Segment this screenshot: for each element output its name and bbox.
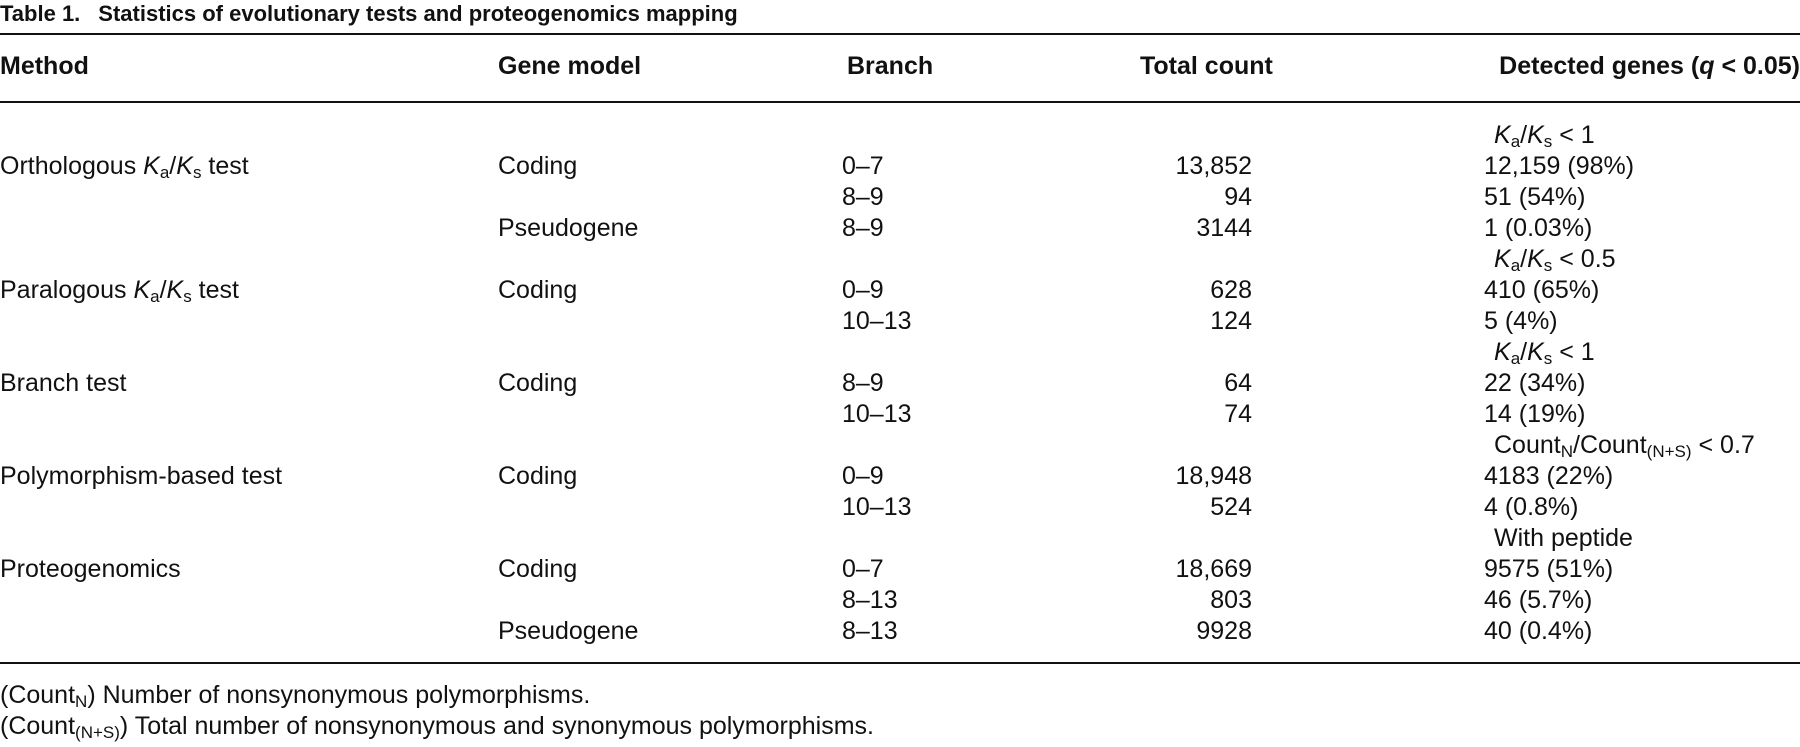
- sublabel-with-peptide: With peptide: [1494, 524, 1633, 552]
- branch: 10–13: [842, 400, 912, 428]
- gene-model: Coding: [498, 276, 578, 304]
- detected-genes: 22 (34%): [1484, 369, 1586, 397]
- bottom-rule: [0, 662, 1800, 664]
- sublabel-count-ratio: Count$_N$/Count$_{(N+S)}$ < 0.7: [1494, 431, 1755, 461]
- sublabel-ka-ks: $K_a/K_s < 0.5$: [1494, 245, 1616, 275]
- footnote-count-n: (Count$_N$) Number of nonsynonymous polymorphisms.: [0, 681, 591, 711]
- table-row: [0, 306, 1800, 337]
- detected-genes: 5 (4%): [1484, 307, 1558, 335]
- detected-genes: 14 (19%): [1484, 400, 1586, 428]
- branch: 8–13: [842, 617, 898, 645]
- detected-genes: 1 (0.03%): [1484, 214, 1593, 242]
- method-paralogous: Paralogous $K_a/K_s$ test: [0, 276, 239, 306]
- sublabel-ka-ks: $K_a/K_s < 1$: [1494, 121, 1595, 151]
- total-count: 64: [1224, 369, 1252, 397]
- gene-model: Pseudogene: [498, 214, 639, 242]
- branch: 8–9: [842, 183, 884, 211]
- table-row: [0, 554, 1800, 585]
- gene-model: Coding: [498, 555, 578, 583]
- detected-genes: 46 (5.7%): [1484, 586, 1593, 614]
- total-count: 18,669: [1175, 555, 1252, 583]
- gene-model: Coding: [498, 462, 578, 490]
- detected-genes: 410 (65%): [1484, 276, 1600, 304]
- detected-genes: 4 (0.8%): [1484, 493, 1579, 521]
- table-row: [0, 430, 1800, 461]
- gene-model: Pseudogene: [498, 617, 639, 645]
- header-total-count: Total count: [1140, 52, 1273, 80]
- total-count: 524: [1210, 493, 1252, 521]
- top-rule: [0, 33, 1800, 35]
- table-row: [0, 399, 1800, 430]
- branch: 8–13: [842, 586, 898, 614]
- detected-genes: 51 (54%): [1484, 183, 1586, 211]
- table-row: [0, 275, 1800, 306]
- total-count: 628: [1210, 276, 1252, 304]
- detected-genes: 12,159 (98%): [1484, 152, 1635, 180]
- footnote-count-ns: (Count$_{(N+S)}$) Total number of nonsynonymous and synonymous polymorphisms.: [0, 712, 874, 742]
- gene-model: Coding: [498, 152, 578, 180]
- table-caption: [0, 0, 738, 30]
- total-count: 9928: [1196, 617, 1252, 645]
- total-count: 94: [1224, 183, 1252, 211]
- branch: 0–7: [842, 555, 884, 583]
- table-row: [0, 151, 1800, 182]
- branch: 8–9: [842, 369, 884, 397]
- header-detected-genes: Detected genes (q < 0.05): [1499, 52, 1800, 80]
- total-count: 803: [1210, 586, 1252, 614]
- total-count: 13,852: [1175, 152, 1252, 180]
- table-row: [0, 461, 1800, 492]
- branch: 8–9: [842, 214, 884, 242]
- table-footnotes: [0, 680, 874, 742]
- header-branch: Branch: [847, 52, 934, 80]
- method-proteogenomics: Proteogenomics: [0, 555, 181, 583]
- table-row: [0, 337, 1800, 368]
- branch: 0–7: [842, 152, 884, 180]
- gene-model: Coding: [498, 369, 578, 397]
- table-row: [0, 368, 1800, 399]
- detected-genes: 4183 (22%): [1484, 462, 1614, 490]
- detected-genes: 9575 (51%): [1484, 555, 1614, 583]
- table-row: [0, 244, 1800, 275]
- detected-genes: 40 (0.4%): [1484, 617, 1593, 645]
- table-row: [0, 120, 1800, 151]
- table-row: [0, 523, 1800, 554]
- table-caption-label: Table 1.: [0, 1, 81, 26]
- table-caption-title: Statistics of evolutionary tests and proteogenomics mapping: [98, 1, 738, 26]
- branch: 0–9: [842, 462, 884, 490]
- branch: 0–9: [842, 276, 884, 304]
- table-row: [0, 616, 1800, 647]
- table-row: [0, 182, 1800, 213]
- table-row: [0, 492, 1800, 523]
- branch: 10–13: [842, 307, 912, 335]
- total-count: 3144: [1196, 214, 1252, 242]
- table-body: [0, 120, 1800, 647]
- table-row: [0, 585, 1800, 616]
- table-row: [0, 213, 1800, 244]
- total-count: 124: [1210, 307, 1252, 335]
- total-count: 18,948: [1175, 462, 1252, 490]
- table-header: [0, 52, 1800, 88]
- total-count: 74: [1224, 400, 1252, 428]
- header-gene-model: Gene model: [498, 52, 642, 80]
- header-rule: [0, 101, 1800, 103]
- method-polymorphism: Polymorphism-based test: [0, 462, 283, 490]
- method-orthologous: Orthologous $K_a/K_s$ test: [0, 152, 249, 182]
- method-branch-test: Branch test: [0, 369, 127, 397]
- header-method: Method: [0, 52, 89, 80]
- branch: 10–13: [842, 493, 912, 521]
- sublabel-ka-ks: $K_a/K_s < 1$: [1494, 338, 1595, 368]
